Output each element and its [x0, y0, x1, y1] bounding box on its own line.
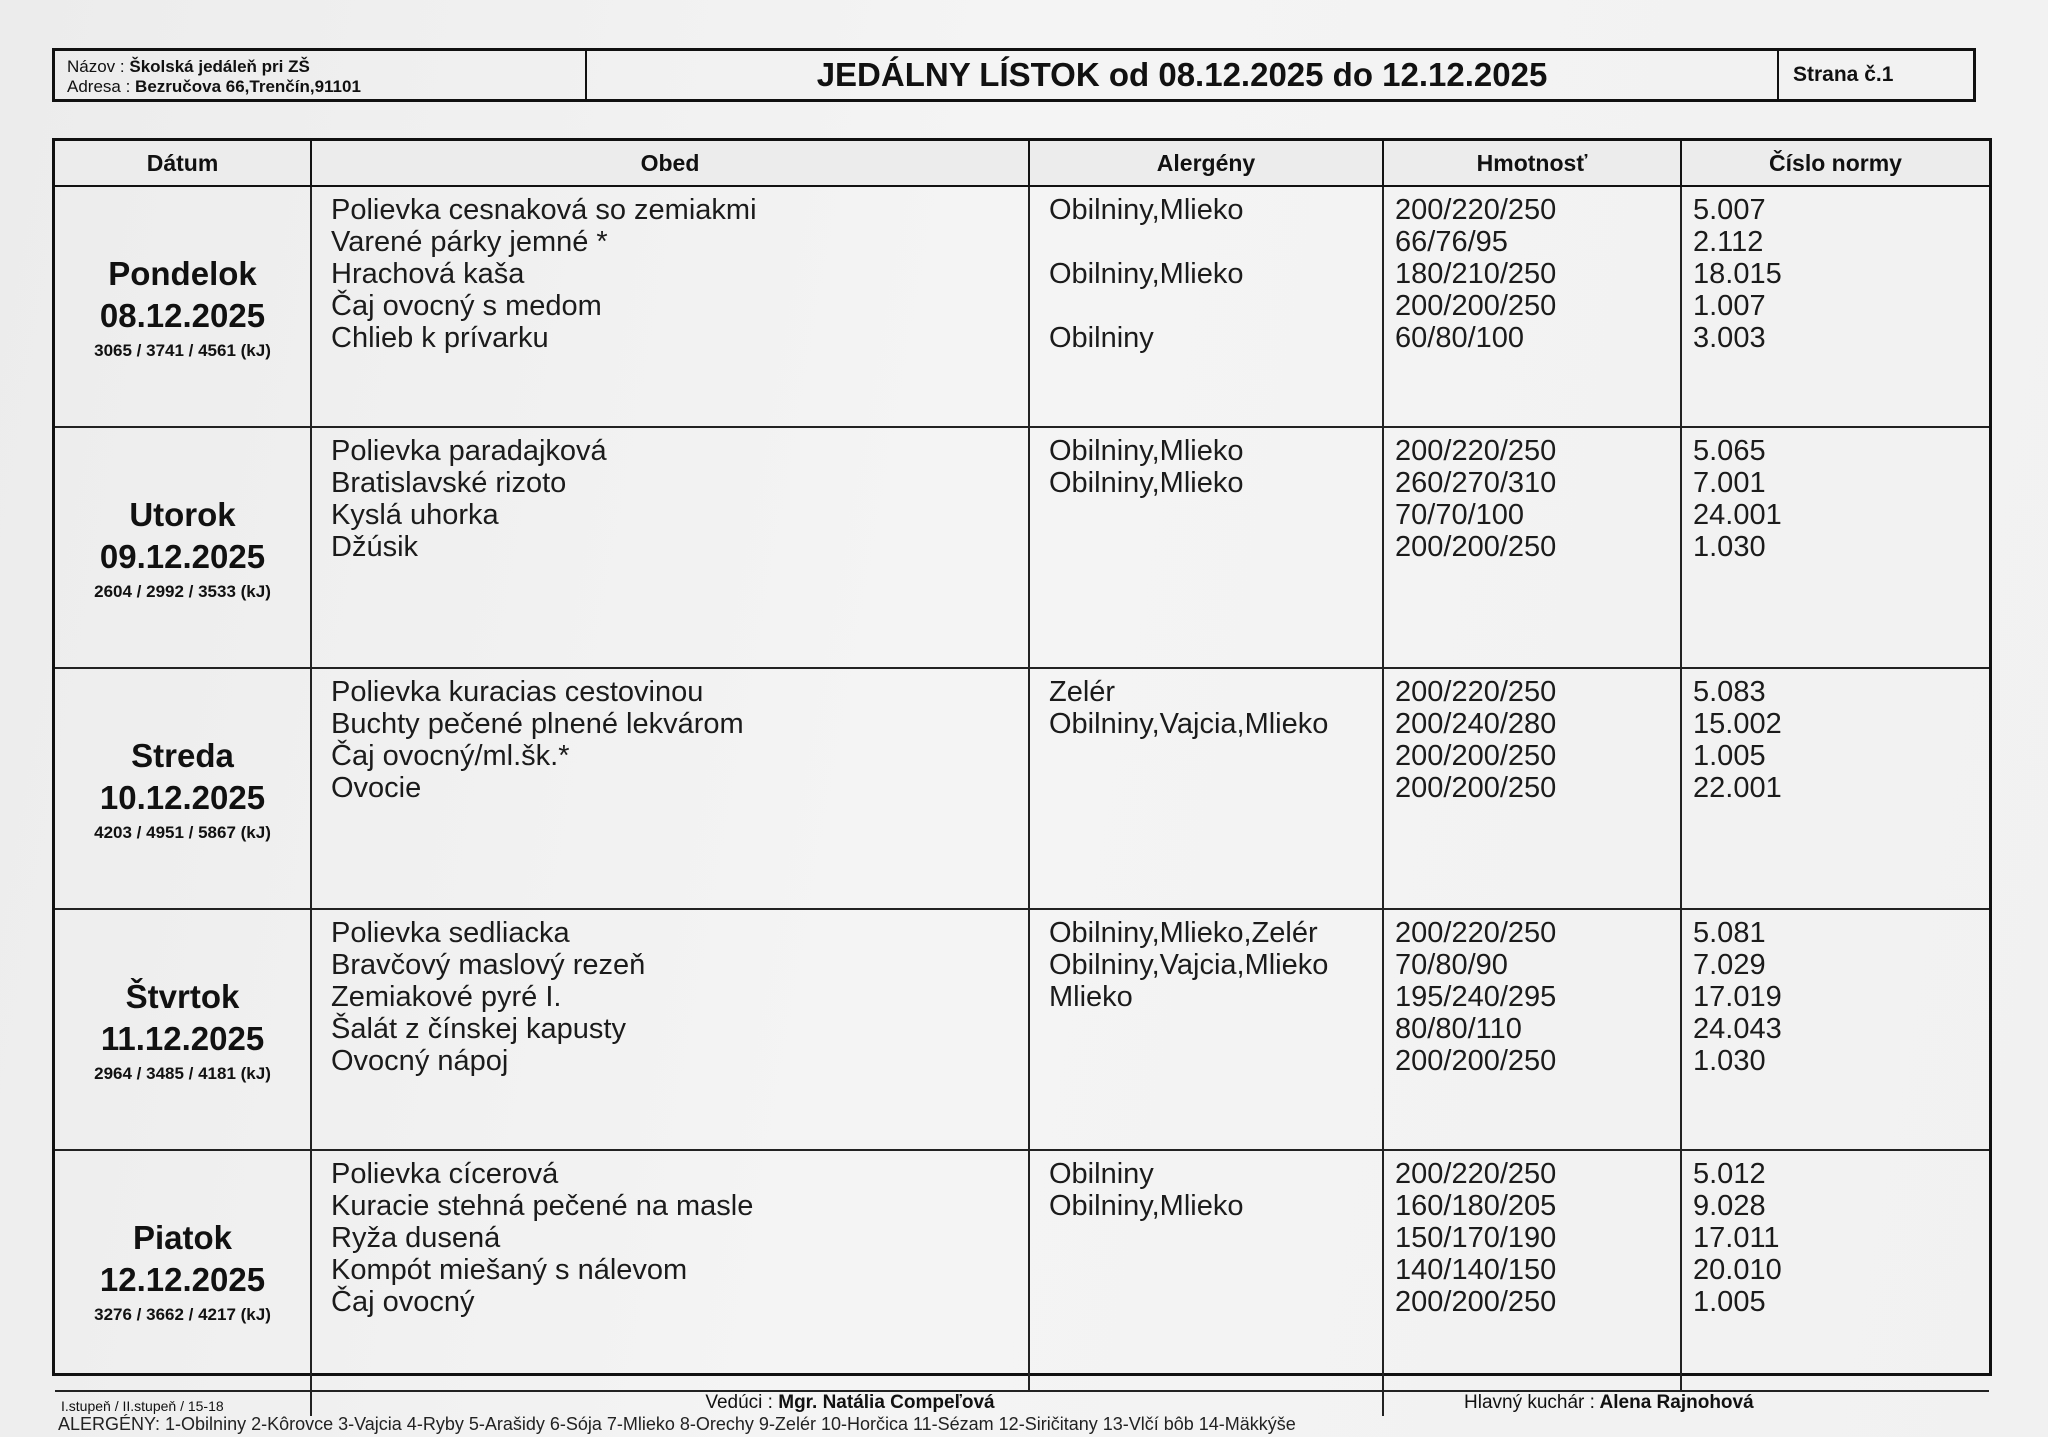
weight-item: 150/170/190: [1395, 1222, 1557, 1254]
meal-item: Kompót miešaný s nálevom: [331, 1254, 688, 1286]
day-date-cell: [55, 1150, 311, 1391]
meal-item: Šalát z čínskej kapusty: [331, 1013, 626, 1045]
column-header-date: Dátum: [55, 141, 311, 186]
meal-item: Zemiakové pyré I.: [331, 981, 562, 1013]
column-header-row: [55, 141, 1989, 186]
weights-cell: [1383, 427, 1681, 668]
allergen-item: Obilniny,Mlieko: [1049, 258, 1244, 290]
meal-item: Ovocný nápoj: [331, 1045, 509, 1077]
norm-item: 17.019: [1693, 981, 1782, 1013]
day-date-cell: [55, 427, 311, 668]
meal-item: Bravčový maslový rezeň: [331, 949, 646, 981]
institution-address: Bezručova 66,Trenčín,91101: [135, 77, 361, 96]
norms-cell: [1681, 427, 1989, 668]
weight-item: 200/200/250: [1395, 740, 1557, 772]
meal-item: Džúsik: [331, 531, 419, 563]
address-label: Adresa :: [67, 77, 131, 96]
day-date: 11.12.2025: [100, 1019, 265, 1057]
weight-item: 200/200/250: [1395, 290, 1557, 322]
allergen-item: Obilniny,Mlieko: [1049, 1190, 1244, 1222]
norm-item: 9.028: [1693, 1190, 1766, 1222]
weight-item: 80/80/110: [1395, 1013, 1522, 1045]
column-header-allergens: Alergény: [1029, 141, 1383, 186]
norm-item: 7.029: [1693, 949, 1766, 981]
norms-cell: [1681, 909, 1989, 1150]
norm-item: 5.007: [1693, 194, 1766, 226]
day-date: 09.12.2025: [99, 537, 266, 575]
meal-item: Hrachová kaša: [331, 258, 525, 290]
weights-cell: [1383, 186, 1681, 427]
manager-signature: Vedúci : Mgr. Natália Compeľová: [311, 1391, 1383, 1416]
norm-item: 1.030: [1693, 531, 1766, 563]
school-levels: I.stupeň / II.stupeň / 15-18: [55, 1391, 311, 1416]
meal-item: Polievka cícerová: [331, 1158, 559, 1190]
day-name: Streda: [131, 736, 234, 774]
weights-cell: [1383, 1150, 1681, 1391]
allergen-item: Obilniny,Vajcia,Mlieko: [1049, 708, 1329, 740]
meal-item: Polievka paradajková: [331, 435, 607, 467]
weight-item: 70/70/100: [1395, 499, 1525, 531]
day-energy: 3065 / 3741 / 4561 (kJ): [94, 340, 271, 360]
weight-item: 200/200/250: [1395, 1045, 1557, 1077]
weight-item: 200/200/250: [1395, 531, 1557, 563]
page-number: Strana č.1: [1793, 63, 1894, 86]
weights-cell: [1383, 668, 1681, 909]
norm-item: 20.010: [1693, 1254, 1782, 1286]
norm-item: 22.001: [1693, 772, 1782, 804]
meal-item: Kyslá uhorka: [331, 499, 499, 531]
menu-title: JEDÁLNY LÍSTOK od 08.12.2025 do 12.12.2025: [587, 51, 1779, 99]
meal-item: Varené párky jemné *: [331, 226, 608, 258]
weight-item: 195/240/295: [1395, 981, 1557, 1013]
allergen-item: Zelér: [1049, 676, 1116, 708]
meals-cell: [311, 1150, 1029, 1391]
weight-item: 200/220/250: [1395, 917, 1557, 949]
allergen-item: Obilniny: [1049, 1158, 1154, 1190]
weights-cell: [1383, 909, 1681, 1150]
day-name: Utorok: [129, 495, 236, 533]
allergen-item: Obilniny,Mlieko,Zelér: [1049, 917, 1318, 949]
meal-item: Buchty pečené plnené lekvárom: [331, 708, 744, 740]
weight-item: 200/220/250: [1395, 194, 1557, 226]
meal-item: Polievka sedliacka: [331, 917, 570, 949]
allergen-item: [1049, 226, 1373, 258]
weight-item: 200/220/250: [1395, 435, 1557, 467]
norm-item: 18.015: [1693, 258, 1782, 290]
weight-item: 140/140/150: [1395, 1254, 1557, 1286]
weight-item: 200/220/250: [1395, 1158, 1557, 1190]
meal-item: Čaj ovocný: [331, 1286, 475, 1318]
day-energy: 2964 / 3485 / 4181 (kJ): [94, 1063, 271, 1083]
day-name: Štvrtok: [125, 977, 240, 1015]
allergen-item: Mlieko: [1049, 981, 1133, 1013]
meal-item: Ryža dusená: [331, 1222, 501, 1254]
meal-item: Ovocie: [331, 772, 422, 804]
day-name: Pondelok: [108, 254, 257, 292]
norm-item: 24.001: [1693, 499, 1782, 531]
document-header: [52, 48, 1976, 102]
name-label: Názov :: [67, 57, 125, 76]
meal-item: Polievka kuracias cestovinou: [331, 676, 704, 708]
weight-item: 70/80/90: [1395, 949, 1508, 981]
menu-table: [52, 138, 1992, 1414]
norm-item: 1.007: [1693, 290, 1766, 322]
norm-item: 2.112: [1693, 226, 1764, 258]
meals-cell: [311, 186, 1029, 427]
meal-item: Kuracie stehná pečené na masle: [331, 1190, 754, 1222]
meal-item: Chlieb k prívarku: [331, 322, 549, 354]
day-row: [55, 1150, 1989, 1391]
meals-cell: [311, 427, 1029, 668]
day-row: [55, 668, 1989, 909]
weight-item: 160/180/205: [1395, 1190, 1557, 1222]
norm-item: 1.005: [1693, 740, 1766, 772]
meal-item: Bratislavské rizoto: [331, 467, 567, 499]
institution-info: [55, 51, 587, 99]
allergen-item: [1049, 290, 1373, 322]
meal-item: Polievka cesnaková so zemiakmi: [331, 194, 757, 226]
meals-cell: [311, 909, 1029, 1150]
norm-item: 1.030: [1693, 1045, 1766, 1077]
day-date-cell: [55, 186, 311, 427]
allergen-legend: ALERGÉNY: 1-Obilniny 2-Kôrovce 3-Vajcia 4-Ryby 5-Arašidy 6-Sója 7-Mlieko 8-Orechy 9-Zelér 10-Horčica 11-Sézam 12-Siričitany 13-Vlčí bôb 14-Mäkkýše: [58, 1414, 1296, 1434]
allergen-item: Obilniny,Mlieko: [1049, 194, 1244, 226]
norm-item: 15.002: [1693, 708, 1782, 740]
allergen-item: Obilniny,Vajcia,Mlieko: [1049, 949, 1329, 981]
allergens-cell: [1029, 1150, 1383, 1391]
day-energy: 4203 / 4951 / 5867 (kJ): [94, 822, 271, 842]
column-header-weight: Hmotnosť: [1383, 141, 1681, 186]
day-row: [55, 427, 1989, 668]
day-date-cell: [55, 909, 311, 1150]
norm-item: 7.001: [1693, 467, 1766, 499]
day-energy: 3276 / 3662 / 4217 (kJ): [94, 1304, 271, 1324]
allergen-item: Obilniny,Mlieko: [1049, 435, 1244, 467]
norm-item: 5.012: [1693, 1158, 1766, 1190]
meals-cell: [311, 668, 1029, 909]
allergen-item: Obilniny,Mlieko: [1049, 467, 1244, 499]
weight-item: 200/240/280: [1395, 708, 1557, 740]
norms-cell: [1681, 1150, 1989, 1391]
day-row: [55, 186, 1989, 427]
weight-item: 200/200/250: [1395, 772, 1557, 804]
meal-item: Čaj ovocný s medom: [331, 290, 602, 322]
norm-item: 24.043: [1693, 1013, 1782, 1045]
day-energy: 2604 / 2992 / 3533 (kJ): [94, 581, 271, 601]
allergens-cell: [1029, 909, 1383, 1150]
allergens-cell: [1029, 668, 1383, 909]
norm-item: 3.003: [1693, 322, 1766, 354]
meal-item: Čaj ovocný/ml.šk.*: [331, 740, 570, 772]
column-header-norm: Číslo normy: [1681, 141, 1989, 186]
day-date-cell: [55, 668, 311, 909]
weight-item: 66/76/95: [1395, 226, 1508, 258]
institution-name: Školská jedáleň pri ZŠ: [129, 57, 310, 76]
norms-cell: [1681, 668, 1989, 909]
norm-item: 5.065: [1693, 435, 1766, 467]
norm-item: 1.005: [1693, 1286, 1766, 1318]
weight-item: 180/210/250: [1395, 258, 1557, 290]
norms-cell: [1681, 186, 1989, 427]
signature-row: [55, 1391, 1989, 1416]
weight-item: 260/270/310: [1395, 467, 1557, 499]
column-header-lunch: Obed: [311, 141, 1029, 186]
day-date: 08.12.2025: [99, 296, 266, 334]
day-row: [55, 909, 1989, 1150]
allergens-cell: [1029, 427, 1383, 668]
allergen-item: Obilniny: [1049, 322, 1154, 354]
day-name: Piatok: [132, 1218, 233, 1256]
day-date: 10.12.2025: [99, 778, 266, 816]
norm-item: 5.081: [1693, 917, 1766, 949]
weight-item: 200/220/250: [1395, 676, 1557, 708]
chef-signature: Hlavný kuchár : Alena Rajnohová: [1383, 1391, 1989, 1416]
day-date: 12.12.2025: [99, 1260, 266, 1298]
weight-item: 200/200/250: [1395, 1286, 1557, 1318]
institution-address-row: [67, 77, 585, 97]
norm-item: 5.083: [1693, 676, 1766, 708]
institution-name-row: [67, 57, 585, 77]
weight-item: 60/80/100: [1395, 322, 1525, 354]
allergens-cell: [1029, 186, 1383, 427]
norm-item: 17.011: [1693, 1222, 1780, 1254]
